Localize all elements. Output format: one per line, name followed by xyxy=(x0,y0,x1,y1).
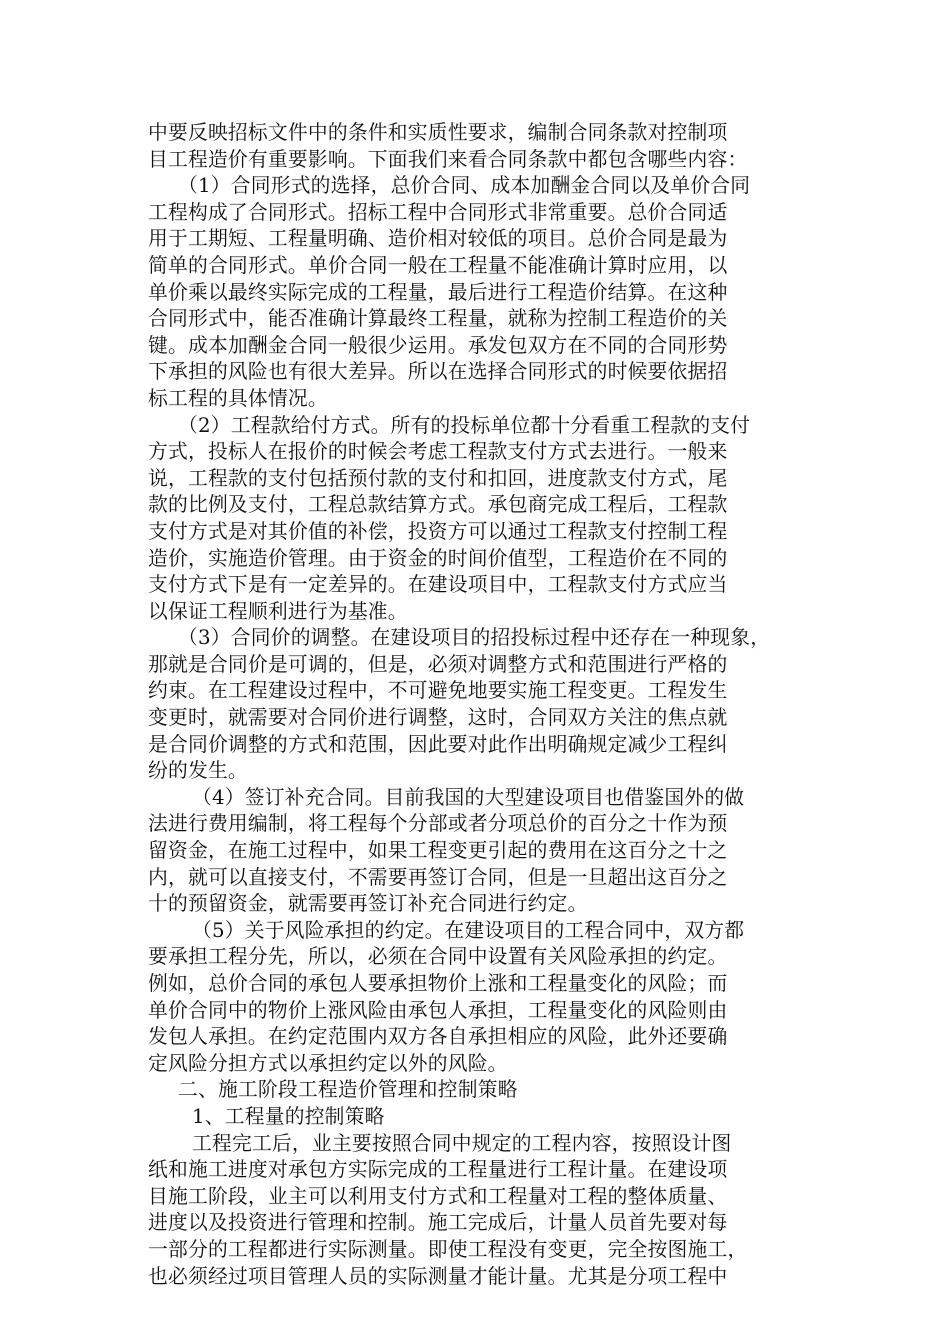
text-line: 方式，投标人在报价的时候会考虑工程款支付方式去进行。一般来 xyxy=(148,440,728,464)
text-line: 那就是合同价是可调的，但是，必须对调整方式和范围进行严格的 xyxy=(148,652,728,676)
text-line: 一部分的工程都进行实际测量。即使工程没有变更，完全按图施工， xyxy=(148,1237,748,1261)
text-line: （1）合同形式的选择，总价合同、成本加酬金合同以及单价合同 xyxy=(178,174,751,198)
text-line: 约束。在工程建设过程中，不可避免地要实施工程变更。工程发生 xyxy=(148,679,728,703)
text-line: 以保证工程顺利进行为基准。 xyxy=(148,599,408,623)
text-line: 是合同价调整的方式和范围，因此要对此作出明确规定减少工程纠 xyxy=(148,732,728,756)
text-line: （2）工程款给付方式。所有的投标单位都十分看重工程款的支付 xyxy=(178,413,751,437)
text-line: 进度以及投资进行管理和控制。施工完成后，计量人员首先要对每 xyxy=(148,1211,728,1235)
text-line: 内，就可以直接支付，不需要再签订合同，但是一旦超出这百分之 xyxy=(148,865,728,889)
text-line: 键。成本加酬金合同一般很少运用。承发包双方在不同的合同形势 xyxy=(148,333,728,357)
text-line: 十的预留资金，就需要再签订补充合同进行约定。 xyxy=(148,892,588,916)
text-line: 也必须经过项目管理人员的实际测量才能计量。尤其是分项工程中 xyxy=(148,1264,728,1288)
document-body xyxy=(148,120,810,1290)
text-line: 说，工程款的支付包括预付款的支付和扣回，进度款支付方式，尾 xyxy=(148,466,728,490)
text-line: 单价合同中的物价上涨风险由承包人承担，工程量变化的风险则由 xyxy=(148,998,728,1022)
text-line: 中要反映招标文件中的条件和实质性要求，编制合同条款对控制项 xyxy=(148,121,728,144)
text-line: 变更时，就需要对合同价进行调整，这时，合同双方关注的焦点就 xyxy=(148,706,728,730)
text-line: 定风险分担方式以承担约定以外的风险。 xyxy=(148,1051,508,1075)
text-line: 工程完工后，业主要按照合同中规定的工程内容，按照设计图 xyxy=(192,1131,732,1155)
text-line: 简单的合同形式。单价合同一般在工程量不能准确计算时应用，以 xyxy=(148,253,728,277)
text-line: 下承担的风险也有很大差异。所以在选择合同形式的时候要依据招 xyxy=(148,360,728,384)
text-line: 留资金，在施工过程中，如果工程变更引起的费用在这百分之十之 xyxy=(148,839,728,863)
text-line: 支付方式是对其价值的补偿，投资方可以通过工程款支付控制工程 xyxy=(148,519,728,543)
text-line: 支付方式下是有一定差异的。在建设项目中，工程款支付方式应当 xyxy=(148,573,728,597)
text-line: 目施工阶段，业主可以利用支付方式和工程量对工程的整体质量、 xyxy=(148,1184,728,1208)
text-line: 用于工期短、工程量明确、造价相对较低的项目。总价合同是最为 xyxy=(148,227,728,251)
text-line: 二、施工阶段工程造价管理和控制策略 xyxy=(178,1078,518,1102)
text-line: 目工程造价有重要影响。下面我们来看合同条款中都包含哪些内容： xyxy=(148,147,748,171)
text-line: 法进行费用编制，将工程每个分部或者分项总价的百分之十作为预 xyxy=(148,812,728,836)
text-line: （4）签订补充合同。目前我国的大型建设项目也借鉴国外的做 xyxy=(192,785,745,809)
text-line: 要承担工程分先，所以，必须在合同中设置有关风险承担的约定。 xyxy=(148,945,728,969)
text-line: 单价乘以最终实际完成的工程量，最后进行工程造价结算。在这种 xyxy=(148,280,728,304)
text-line: 例如，总价合同的承包人要承担物价上涨和工程量变化的风险；而 xyxy=(148,972,728,995)
text-line: 合同形式中，能否准确计算最终工程量，就称为控制工程造价的关 xyxy=(148,307,728,331)
text-line: 纷的发生。 xyxy=(148,759,248,783)
text-line: 1、工程量的控制策略 xyxy=(192,1104,385,1128)
text-line: 发包人承担。在约定范围内双方各自承担相应的风险，此外还要确 xyxy=(148,1025,728,1049)
text-line: 造价，实施造价管理。由于资金的时间价值型，工程造价在不同的 xyxy=(148,546,728,570)
text-line: （3）合同价的调整。在建设项目的招投标过程中还存在一种现象， xyxy=(178,626,771,650)
text-line: 标工程的具体情况。 xyxy=(148,386,328,410)
text-line: 工程构成了合同形式。招标工程中合同形式非常重要。总价合同适 xyxy=(148,200,728,224)
text-line: （5）关于风险承担的约定。在建设项目的工程合同中，双方都 xyxy=(192,918,745,942)
text-line: 纸和施工进度对承包方实际完成的工程量进行工程计量。在建设项 xyxy=(148,1158,728,1182)
text-line: 款的比例及支付，工程总款结算方式。承包商完成工程后，工程款 xyxy=(148,493,728,517)
